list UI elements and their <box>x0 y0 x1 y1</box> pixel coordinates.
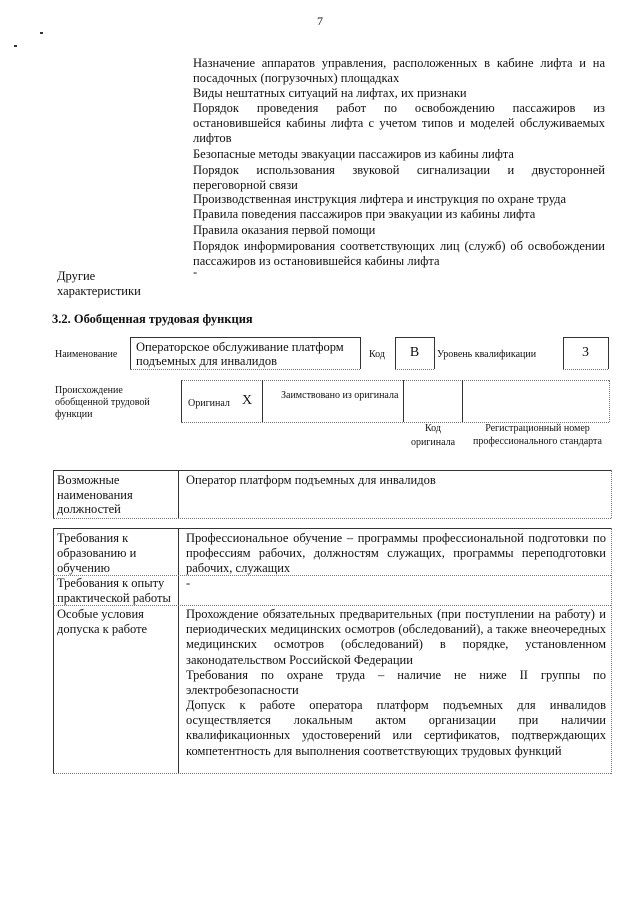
knowledge-item: Правила поведения пассажиров при эвакуации из кабины лифта <box>193 207 536 221</box>
original-label: Оригинал <box>188 398 230 409</box>
original-mark: Х <box>242 393 253 408</box>
knowledge-item: Производственная инструкция лифтера и инструкция по охране труда <box>193 192 567 206</box>
code-label: Код <box>369 349 385 360</box>
level-label: Уровень квалификации <box>437 349 537 360</box>
knowledge-item: Порядок информирования соответствующих лиц (служб) об освобождении пассажиров из остановившейся кабины лифта <box>193 239 605 269</box>
special-condition: Прохождение обязательных предварительных (при поступлении на работу) и периодических медицинских осмотров (обследований), а также внеочередных медицинских осмотров (обследований) в порядке, установленном законодательством Российской Федерации <box>186 607 606 667</box>
scan-mark <box>40 32 43 34</box>
special-condition: Допуск к работе оператора платформ подъемных для инвалидов осуществляется локальным актом организации при наличии квалификационных удостоверений или сертификатов, подтверждающих компетентность для выполнения соответствующих трудовых функций <box>186 698 606 758</box>
function-name: Операторское обслуживание платформ подъемных для инвалидов <box>136 340 344 368</box>
name-label: Наименование <box>55 349 118 360</box>
special-condition: Требования по охране труда – наличие не ниже II группы по электробезопасности <box>186 668 606 698</box>
page-number: 7 <box>317 14 323 28</box>
special-conditions-label: Особые условия допуска к работе <box>57 607 148 637</box>
experience-label: Требования к опыту практической работы <box>57 576 171 606</box>
education-label: Требования к образованию и обучению <box>57 531 137 576</box>
code-original-caption: Код оригинала <box>410 423 456 448</box>
reg-number-caption: Регистрационный номер профессионального стандарта <box>473 423 602 447</box>
code-value: В <box>409 345 420 360</box>
knowledge-item: Порядок проведения работ по освобождению пассажиров из остановившейся кабины лифта с учетом типов и моделей обслуживаемых лифтов <box>193 101 605 146</box>
education-value: Профессиональное обучение – программы профессиональной подготовки по профессиям рабочих, должностям служащих, программы переподготовки рабочих, служащих <box>186 531 606 576</box>
scan-mark <box>14 45 17 47</box>
positions-label: Возможные наименования должностей <box>57 473 133 516</box>
knowledge-item: Порядок использования звуковой сигнализации и двусторонней переговорной связи <box>193 163 605 193</box>
borrowed-label: Заимствовано из оригинала <box>281 390 399 401</box>
positions-value: Оператор платформ подъемных для инвалидов <box>186 473 436 487</box>
origin-label: Происхождение обобщенной трудовой функции <box>55 385 150 420</box>
other-characteristics-value: - <box>193 265 198 279</box>
knowledge-item: Виды нештатных ситуаций на лифтах, их признаки <box>193 86 467 100</box>
experience-value: - <box>186 576 191 590</box>
knowledge-item: Назначение аппаратов управления, расположенных в кабине лифта и на посадочных (погрузочных) площадках <box>193 56 605 86</box>
other-characteristics-label: Другие характеристики <box>57 269 141 299</box>
knowledge-item: Правила оказания первой помощи <box>193 223 376 237</box>
level-value: 3 <box>582 345 589 360</box>
section-heading: 3.2. Обобщенная трудовая функция <box>52 312 253 326</box>
knowledge-item: Безопасные методы эвакуации пассажиров из кабины лифта <box>193 147 514 161</box>
